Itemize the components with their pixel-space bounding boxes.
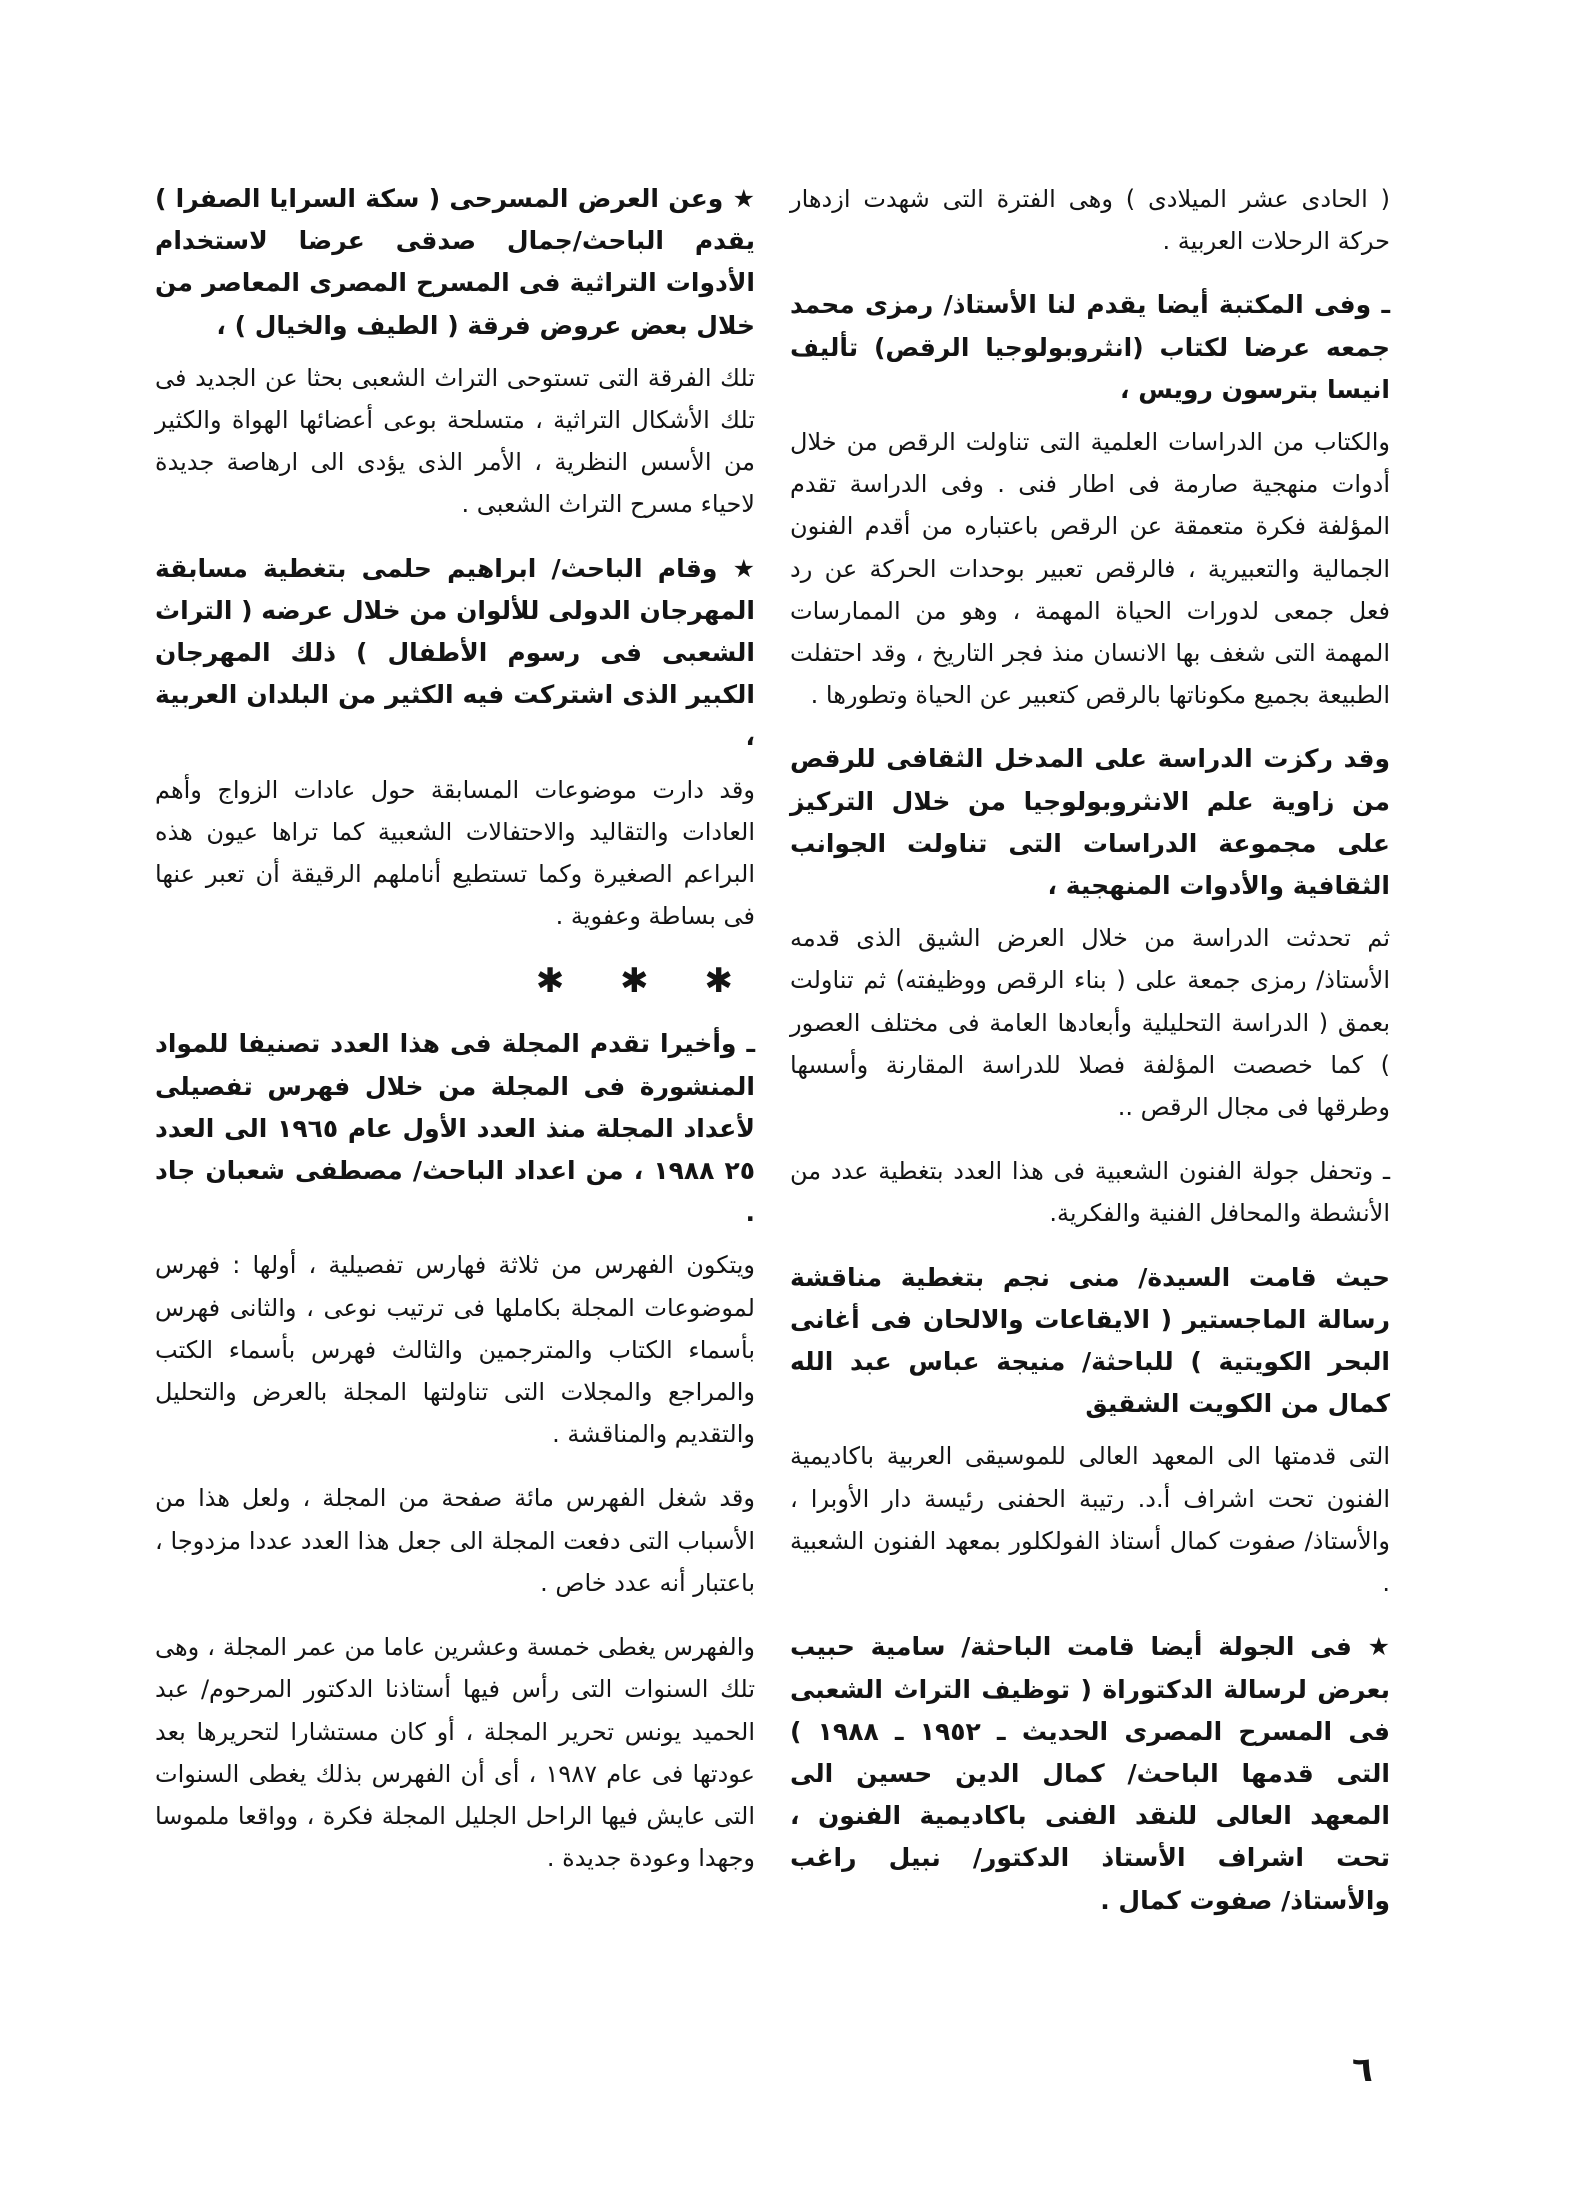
left-column — [155, 178, 755, 1901]
bold-paragraph: ـ وأخيرا تقدم المجلة فى هذا العدد تصنيفا للمواد المنشورة فى المجلة من خلال فهرس تفصيلى لأعداد المجلة منذ العدد الأول عام ١٩٦٥ الى العدد ٢٥ ١٩٨٨ ، من اعداد الباحث/ مصطفى شعبان جاد . — [155, 1029, 755, 1228]
paragraph: ـ وتحفل جولة الفنون الشعبية فى هذا العدد بتغطية عدد من الأنشطة والمحافل الفنية والفكرية. — [790, 1157, 1390, 1228]
paragraph: ثم تحدثت الدراسة من خلال العرض الشيق الذى قدمه الأستاذ/ رمزى جمعة على ( بناء الرقص ووظيفته) ثم تناولت بعمق ( الدراسة التحليلية وأبعادها العامة فى مختلف العصور ) كما خصصت المؤلفة فصلا للدراسة المقارنة وأسسها وطرقها فى مجال الرقص .. — [790, 924, 1390, 1122]
paragraph: والكتاب من الدراسات العلمية التى تناولت الرقص من خلال أدوات منهجية صارمة فى اطار فنى . وفى الدراسة تقدم المؤلفة فكرة متعمقة عن الرقص باعتباره من أقدم الفنون الجمالية والتعبيرية ، فالرقص تعبير بوحدات الحركة عن رد فعل جمعى لدورات الحياة المهمة ، وهو من الممارسات المهمة التى شغف بها الانسان منذ فجر التاريخ ، وقد احتفلت الطبيعة بجميع مكوناتها بالرقص كتعبير عن الحياة وتطورها . — [790, 428, 1390, 710]
paragraph: ويتكون الفهرس من ثلاثة فهارس تفصيلية ، أولها : فهرس لموضوعات المجلة بكاملها فى ترتيب نوعى ، والثانى فهرس بأسماء الكتاب والمترجمين والثالث فهرس بأسماء الكتب والمراجع والمجلات التى تناولتها المجلة بالعرض والتحليل والتقديم والمناقشة . — [155, 1251, 755, 1449]
bold-paragraph: وقد ركزت الدراسة على المدخل الثقافى للرقص من زاوية علم الانثروبولوجيا من خلال التركيز على مجموعة الدراسات التى تناولت الجوانب الثقافية والأدوات المنهجية ، — [790, 744, 1390, 901]
paragraph: والفهرس يغطى خمسة وعشرين عاما من عمر المجلة ، وهى تلك السنوات التى رأس فيها أستاذنا الدكتور المرحوم/ عبد الحميد يونس تحرير المجلة ، أو كان مستشارا لتحريرها بعد عودتها فى عام ١٩٨٧ ، أى أن الفهرس بذلك يغطى السنوات التى عايش فيها الراحل الجليل المجلة فكرة ، وواقعا ملموسا وجهدا وعودة جديدة . — [155, 1633, 755, 1873]
bold-paragraph: ★ فى الجولة أيضا قامت الباحثة/ سامية حبيب بعرض لرسالة الدكتوراة ( توظيف التراث الشعبى فى المسرح المصرى الحديث ـ ١٩٥٢ ـ ١٩٨٨ ) التى قدمها الباحث/ كمال الدين حسين الى المعهد العالى للنقد الفنى باكاديمية الفنون ، تحت اشراف الأستاذ الدكتور/ نبيل راغب والأستاذ/ صفوت كمال . — [790, 1632, 1390, 1915]
paragraph: تلك الفرقة التى تستوحى التراث الشعبى بحثا عن الجديد فى تلك الأشكال التراثية ، متسلحة بوعى أعضائها الهواة والكثير من الأسس النظرية ، الأمر الذى يؤدى الى ارهاصة جديدة لاحياء مسرح التراث الشعبى . — [155, 363, 755, 519]
paragraph: التى قدمتها الى المعهد العالى للموسيقى العربية باكاديمية الفنون تحت اشراف أ.د. رتيبة الحفنى رئيسة دار الأوبرا ، والأستاذ/ صفوت كمال أستاذ الفولكلور بمعهد الفنون الشعبية . — [790, 1442, 1390, 1598]
paragraph: وقد دارت موضوعات المسابقة حول عادات الزواج وأهم العادات والتقاليد والاحتفالات الشعبية كما تراها عيون هذه البراعم الصغيرة وكما تستطيع أناملهم الرقيقة أن تعبر عنها فى بساطة وعفوية . — [155, 775, 755, 931]
bold-paragraph: ★ وعن العرض المسرحى ( سكة السرايا الصفرا ) يقدم الباحث/جمال صدقى عرضا لاستخدام الأدوات التراثية فى المسرح المصرى المعاصر من خلال بعض عروض فرقة ( الطيف والخيال ) ، — [155, 184, 755, 340]
bold-paragraph: ★ وقام الباحث/ ابراهيم حلمى بتغطية مسابقة المهرجان الدولى للألوان من خلال عرضه ( التراث الشعبى فى رسوم الأطفال ) ذلك المهرجان الكبير الذى اشتركت فيه الكثير من البلدان العربية ، — [155, 553, 755, 752]
page-number: ٦ — [1352, 2050, 1373, 2090]
section-separator: ✱ ✱ ✱ — [535, 961, 755, 1002]
bold-paragraph: حيث قامت السيدة/ منى نجم بتغطية مناقشة رسالة الماجستير ( الايقاعات والالحان فى أغانى البحر الكويتية ) للباحثة/ منيجة عباس عبد الله كمال من الكويت الشقيق — [790, 1262, 1390, 1419]
bold-paragraph: ـ وفى المكتبة أيضا يقدم لنا الأستاذ/ رمزى محمد جمعه عرضا لكتاب (انثروبولوجيا الرقص) تأليف انيسا بترسون رويس ، — [790, 290, 1390, 404]
paragraph: ( الحادى عشر الميلادى ) وهى الفترة التى شهدت ازدهار حركة الرحلات العربية . — [790, 185, 1390, 256]
paragraph: وقد شغل الفهرس مائة صفحة من المجلة ، ولعل هذا من الأسباب التى دفعت المجلة الى جعل هذا العدد عددا مزدوجا ، باعتبار أنه عدد خاص . — [155, 1484, 755, 1597]
right-column — [790, 178, 1390, 1944]
